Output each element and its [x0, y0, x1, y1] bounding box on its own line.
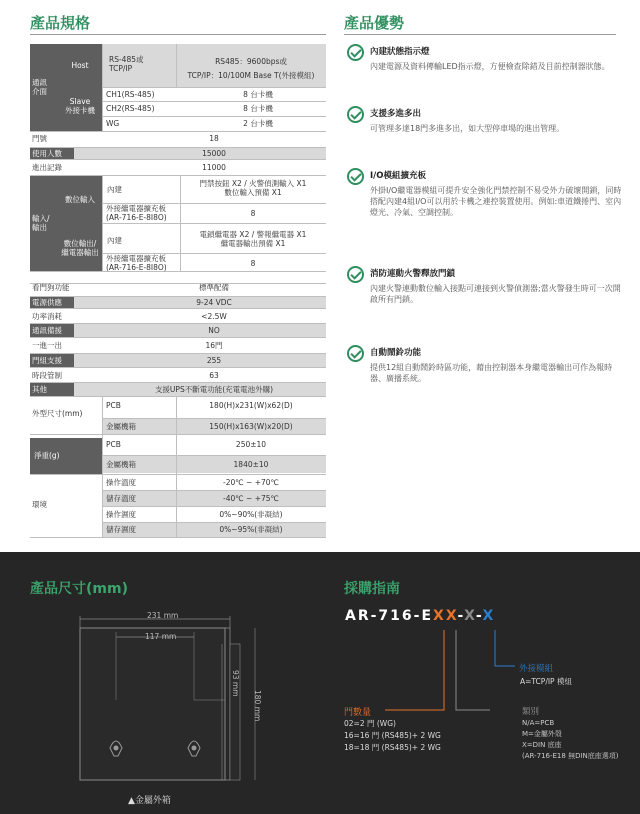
model-dash: -	[457, 608, 465, 624]
ext1-label: 外接繼電器擴充板 (AR-716-E-8I8O)	[106, 204, 167, 222]
st-temp-label: 儲存溫度	[106, 494, 136, 503]
power-value: 9-24 VDC	[196, 298, 232, 307]
onein-label: 一進一出	[32, 341, 62, 350]
pcb-w-label: PCB	[106, 440, 121, 449]
tz-value: 63	[209, 371, 219, 380]
dim-label: 外型尺寸(mm)	[32, 409, 83, 418]
users-value: 15000	[202, 149, 226, 158]
door-lines: 02=2 門 (WG) 16=16 門 (RS485)+ 2 WG 18=18 門 (RS485)+ 2 WG	[344, 719, 441, 752]
slave-label: Slave 外接卡機	[65, 97, 95, 115]
wg-label: WG	[106, 119, 120, 128]
metal-dim-label: 金屬機箱	[106, 422, 136, 431]
dimension-caption: ▲金屬外箱	[128, 796, 171, 806]
model-prefix: AR-716-E	[345, 608, 434, 624]
advantage-desc: 外掛I/O繼電器模組可提升安全強化門禁控制不易受外力破壞開鎖，同時搭配內建4組I/O可以用於卡機之連控裝置使用。例如:車道鐵捲門、室內燈光、冷氣、空調控制。	[370, 186, 622, 217]
relay-label: 通訊備援	[32, 326, 62, 335]
din-label: 數位輸入	[65, 195, 95, 204]
advantage-desc: 內建電源及資料傳輸LED指示燈，方便檢查除錯及目前控制器狀態。	[370, 62, 610, 71]
advantage-title: 內建狀態指示燈	[370, 47, 430, 57]
guard-value: 標準配備	[199, 283, 229, 292]
logs-label: 進出記錄	[32, 163, 62, 172]
model-code	[345, 608, 495, 624]
dimension-title: 產品尺寸(mm)	[30, 581, 128, 597]
group-label: 門組支援	[32, 356, 62, 365]
guard-label: 看門狗功能	[32, 283, 70, 292]
comm-label: 通訊 介面	[32, 78, 47, 96]
advantages-title: 產品優勢	[344, 14, 405, 32]
check-circle-icon	[347, 106, 364, 123]
st-hum-label: 儲存濕度	[106, 525, 136, 534]
advantage-desc: 提供12組自動鬧鈴時區功能，藉由控制器本身繼電器輸出可作為報時器、廣播系統。	[370, 363, 613, 383]
op-temp-value: -20℃ ~ +70℃	[223, 478, 279, 487]
pcb-dim-value: 180(H)x231(W)x62(D)	[209, 401, 293, 410]
builtin2-value: 電鎖繼電器 X2 / 警報繼電器 X1 繼電器輸出預備 X1	[199, 230, 307, 248]
builtin1-label: 內建	[107, 185, 122, 194]
advantage-desc: 可管理多達18門多進多出，如大型停車場的進出管理。	[370, 124, 565, 133]
height-180-label: 180 mm	[253, 690, 262, 722]
weight-label: 淨重(g)	[34, 451, 60, 460]
check-circle-icon	[347, 345, 364, 362]
op-hum-value: 0%~90%(非凝結)	[219, 510, 283, 519]
advantages-rule	[344, 34, 616, 35]
model-dash: -	[475, 608, 483, 624]
host-value: RS485：9600bps或 TCP/IP：10/100M Base T(外接模組)	[187, 57, 315, 80]
ch1-label: CH1(RS-485)	[106, 90, 155, 99]
ext2-label: 外接繼電器擴充板 (AR-716-E-8I8O)	[106, 254, 167, 272]
logs-value: 11000	[202, 163, 226, 172]
type-lines: N/A=PCB M=金屬外殼 X=DIN 底座 (AR-716-E18 無DIN底座選項)	[522, 719, 619, 760]
model-xx: XX	[433, 608, 458, 624]
pcb-w-value: 250±10	[235, 440, 267, 449]
metal-w-label: 金屬機箱	[106, 460, 136, 469]
env-label: 環境	[32, 500, 47, 509]
ch2-value: 8 台卡機	[243, 104, 273, 113]
users-label: 使用人數	[32, 149, 62, 158]
advantage-title: 自動鬧鈴功能	[370, 348, 422, 358]
bottom-section	[0, 552, 640, 814]
tz-label: 時段管制	[32, 371, 62, 380]
ch1-value: 8 台卡機	[243, 90, 273, 99]
consume-label: 功率消耗	[32, 312, 62, 321]
onein-value: 16門	[205, 341, 223, 350]
metal-dim-value: 150(H)x163(W)x20(D)	[209, 422, 293, 431]
ch2-label: CH2(RS-485)	[106, 104, 155, 113]
other-value: 支援UPS不斷電功能(充電電池外購)	[154, 385, 274, 394]
st-hum-value: 0%~95%(非凝結)	[219, 525, 283, 534]
consume-value: <2.5W	[201, 312, 227, 321]
st-temp-value: -40℃ ~ +75℃	[223, 494, 279, 503]
host-port: RS-485或 TCP/IP	[109, 55, 144, 73]
doors-label: 門號	[32, 134, 47, 143]
ext1-value: 8	[250, 209, 256, 218]
check-circle-icon	[347, 44, 364, 61]
dout-label: 數位輸出/ 繼電器輸出	[61, 239, 99, 257]
model-x1: X	[464, 608, 476, 624]
op-hum-label: 操作濕度	[106, 510, 136, 519]
check-circle-icon	[347, 168, 364, 185]
op-temp-label: 操作溫度	[106, 478, 136, 487]
model-x2: X	[482, 608, 496, 624]
order-title: 採購指南	[344, 581, 400, 597]
wg-value: 2 台卡機	[243, 119, 273, 128]
width-117-label: 117 mm	[145, 632, 177, 641]
host-label: Host	[71, 61, 89, 70]
height-93-label: 93 mm	[231, 670, 240, 697]
builtin1-value: 門禁按鈕 X2 / 火警偵測輸入 X1 數位輸入預備 X1	[199, 179, 307, 197]
power-label: 電源供應	[32, 298, 62, 307]
builtin2-label: 內建	[107, 236, 122, 245]
advantage-title: 消防連動火警釋放門鎖	[370, 269, 456, 279]
check-circle-icon	[347, 266, 364, 283]
advantage-desc: 內建火警連動數位輸入接點可連接到火警偵測器;當火警發生時可一次開啟所有門鎖。	[370, 284, 621, 304]
ext-desc: A=TCP/IP 模組	[520, 677, 572, 686]
other-label: 其他	[32, 385, 47, 394]
width-231-label: 231 mm	[147, 611, 179, 620]
ext-title: 外接模組	[519, 664, 554, 674]
advantage-title: 支援多進多出	[370, 109, 422, 119]
advantage-title: I/O模組擴充板	[370, 171, 426, 181]
io-label: 輸入/ 輸出	[32, 214, 50, 232]
doors-value: 18	[209, 134, 219, 143]
pcb-dim-label: PCB	[106, 401, 121, 410]
specs-title: 產品規格	[30, 14, 91, 32]
group-value: 255	[206, 356, 222, 365]
metal-w-value: 1840±10	[233, 460, 269, 469]
door-title: 門數量	[344, 708, 372, 718]
type-title: 類別	[522, 707, 540, 717]
relay-value: NO	[208, 326, 220, 335]
ext2-value: 8	[250, 259, 256, 268]
